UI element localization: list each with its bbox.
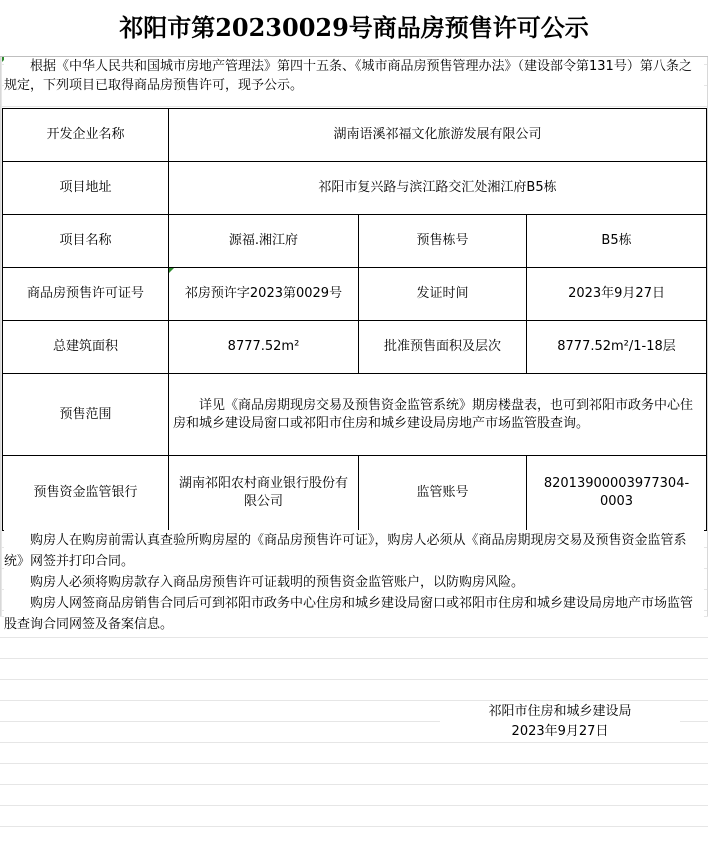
issue-date-value: 2023年9月27日 (527, 268, 707, 321)
issuing-date: 2023年9月27日 (511, 724, 609, 739)
total-area-label: 总建筑面积 (3, 321, 169, 374)
permit-label: 商品房预售许可证号 (3, 268, 169, 321)
issue-date-label: 发证时间 (359, 268, 527, 321)
table-row (3, 268, 707, 321)
permit-info-table (2, 108, 707, 531)
table-row (3, 162, 707, 215)
developer-label: 开发企业名称 (3, 109, 169, 162)
building-label: 预售栋号 (359, 215, 527, 268)
building-value: B5栋 (527, 215, 707, 268)
table-row (3, 215, 707, 268)
table-row (3, 321, 707, 374)
cell-comment-marker (169, 268, 174, 273)
developer-value: 湖南语溪祁福文化旅游发展有限公司 (169, 109, 707, 162)
scope-value: 详见《商品房期现房交易及预售资金监管系统》期房楼盘表，也可到祁阳市政务中心住房和城乡建设局窗口或祁阳市住房和城乡建设局房地产市场监管股查询。 (169, 374, 707, 456)
page-title: 祁阳市第20230029号商品房预售许可公示 (0, 0, 708, 57)
project-name-label: 项目名称 (3, 215, 169, 268)
approved-area-value: 8777.52m²/1-18层 (527, 321, 707, 374)
scope-label: 预售范围 (3, 374, 169, 456)
table-row (3, 456, 707, 531)
permit-value-cell (169, 268, 359, 321)
account-label: 监管账号 (359, 456, 527, 531)
note-item: 购房人在购房前需认真查验所购房屋的《商品房预售许可证》，购房人必须从《商品房期现房交易及预售资金监管系统》网签并打印合同。 (4, 533, 687, 569)
note-item: 购房人网签商品房销售合同后可到祁阳市政务中心住房和城乡建设局窗口或祁阳市住房和城乡建设局房地产市场监管股查询合同网签及备案信息。 (4, 596, 694, 632)
intro-text: 根据《中华人民共和国城市房地产管理法》第四十五条、《城市商品房预售管理办法》（建设部令第131号）第八条之规定，下列项目已取得商品房预售许可，现予公示。 (4, 59, 692, 93)
table-row (3, 374, 707, 456)
address-label: 项目地址 (3, 162, 169, 215)
issuing-org: 祁阳市住房和城乡建设局 (488, 704, 632, 719)
project-name-value: 源福.湘江府 (169, 215, 359, 268)
bank-value: 湖南祁阳农村商业银行股份有限公司 (169, 456, 359, 531)
total-area-value: 8777.52m² (169, 321, 359, 374)
bank-label: 预售资金监管银行 (3, 456, 169, 531)
permit-value: 祁房预许字2023第0029号 (184, 286, 343, 301)
table-row (3, 109, 707, 162)
note-item: 购房人必须将购房款存入商品房预售许可证载明的预售资金监管账户，以防购房风险。 (30, 575, 525, 590)
signature-block (440, 702, 680, 742)
approved-area-label: 批准预售面积及层次 (359, 321, 527, 374)
intro-paragraph (4, 57, 704, 95)
account-value: 82013900003977304-0003 (527, 456, 707, 531)
address-value: 祁阳市复兴路与滨江路交汇处湘江府B5栋 (169, 162, 707, 215)
buyer-notes (4, 530, 704, 635)
